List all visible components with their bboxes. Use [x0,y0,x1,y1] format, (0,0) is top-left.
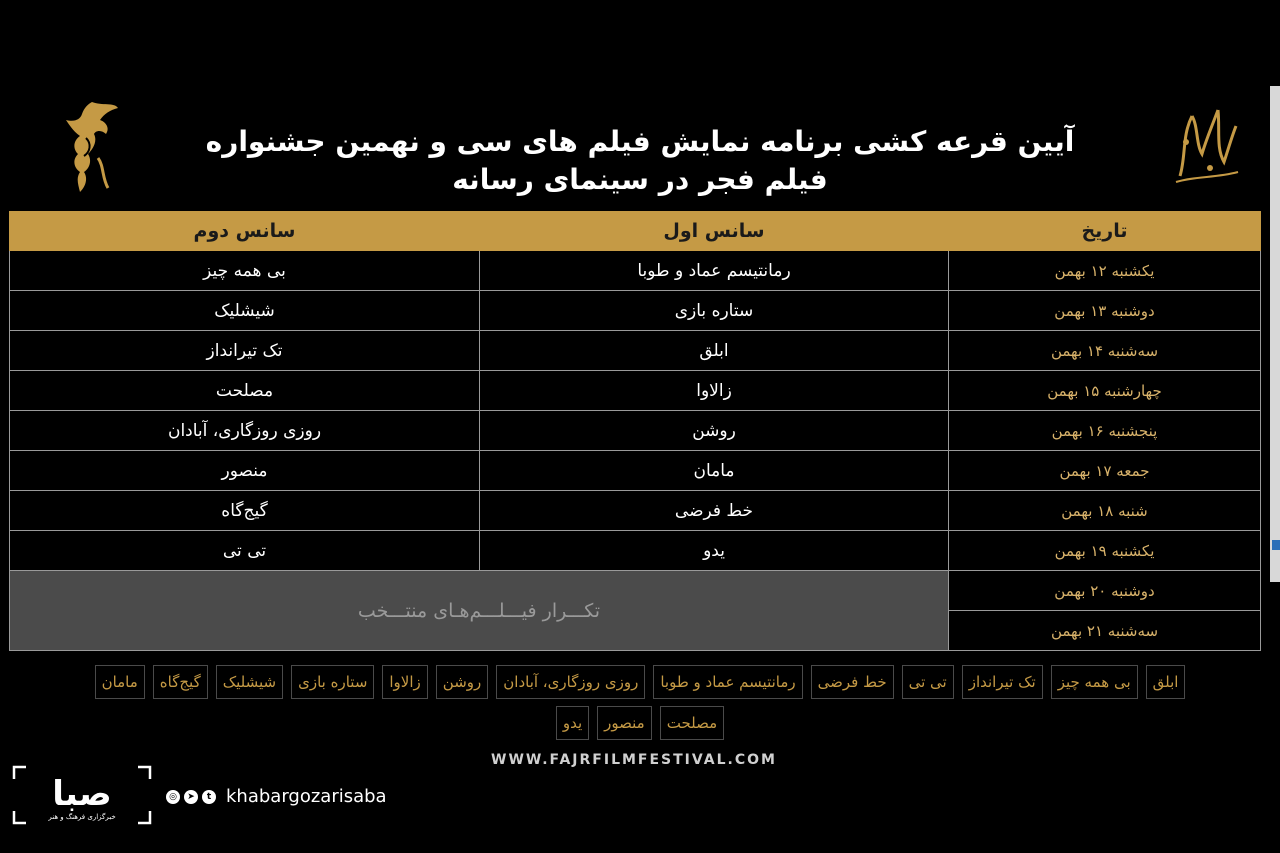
first-session-cell: ابلق [480,331,949,371]
date-cell: دوشنبه ۲۰ بهمن [949,571,1261,611]
fajr-simorgh-icon [62,98,120,198]
first-session-cell: رمانتیسم عماد و طوبا [480,251,949,291]
film-tag: مصلحت [660,706,724,740]
social-handle-text[interactable]: khabargozarisaba [226,786,387,807]
table-row [10,491,1261,531]
first-session-cell: مامان [480,451,949,491]
film-tag: تی تی [902,665,954,699]
second-session-cell: تی تی [10,531,480,571]
table-row [10,291,1261,331]
film-tag: زالاوا [382,665,427,699]
first-session-cell: زالاوا [480,371,949,411]
header-second-session: سانس دوم [10,212,480,251]
film-tag: رمانتیسم عماد و طوبا [653,665,802,699]
second-session-cell: روزی روزگاری، آبادان [10,411,480,451]
date-cell: چهارشنبه ۱۵ بهمن [949,371,1261,411]
saba-logo-subtitle: خبرگزاری فرهنگ و هنر [48,813,116,821]
telegram-icon[interactable]: ➤ [184,790,198,804]
film-tag: مامان [95,665,145,699]
table-row [10,331,1261,371]
film-tags-row-2 [60,706,1220,740]
table-row [10,371,1261,411]
second-session-cell: شیشلیک [10,291,480,331]
header-date: تاریخ [949,212,1261,251]
film-tag: ابلق [1146,665,1186,699]
date-cell: یکشنبه ۱۲ بهمن [949,251,1261,291]
saba-logo-icon [12,765,152,825]
film-tag: ستاره بازی [291,665,374,699]
window-edge-strip [1270,86,1280,582]
second-session-cell: تک تیرانداز [10,331,480,371]
film-tag: یدو [556,706,589,740]
date-cell: شنبه ۱۸ بهمن [949,491,1261,531]
second-session-cell: بی همه چیز [10,251,480,291]
table-row [10,251,1261,291]
first-session-cell: خط فرضی [480,491,949,531]
first-session-cell: ستاره بازی [480,291,949,331]
second-session-cell: مصلحت [10,371,480,411]
fajr-calligraphy-logo-icon [1172,96,1242,186]
date-cell: یکشنبه ۱۹ بهمن [949,531,1261,571]
date-cell: پنجشنبه ۱۶ بهمن [949,411,1261,451]
table-row [10,451,1261,491]
website-url[interactable]: WWW.FAJRFILMFESTIVAL.COM [491,752,777,768]
film-tags-row-1 [60,665,1220,699]
film-tag: خط فرضی [811,665,894,699]
date-cell: سه‌شنبه ۱۴ بهمن [949,331,1261,371]
date-cell: جمعه ۱۷ بهمن [949,451,1261,491]
repeat-selected-films-cell: تکـــرار فیـــلـــم‌هـای منتـــخب [10,571,949,651]
second-session-cell: منصور [10,451,480,491]
film-tag: روزی روزگاری، آبادان [496,665,645,699]
instagram-icon[interactable]: ◎ [166,790,180,804]
twitter-icon[interactable]: t [202,790,216,804]
second-session-cell: گیج‌گاه [10,491,480,531]
film-tag: تک تیرانداز [962,665,1043,699]
film-tag: گیج‌گاه [153,665,208,699]
window-edge-accent [1272,540,1280,550]
date-cell: سه‌شنبه ۲۱ بهمن [949,611,1261,651]
table-row [10,411,1261,451]
film-tag: منصور [597,706,652,740]
film-tag: بی همه چیز [1051,665,1138,699]
table-row [10,571,1261,611]
table-header-row [10,212,1261,251]
film-tag: روشن [436,665,488,699]
schedule-table [9,211,1261,651]
film-tag: شیشلیک [216,665,283,699]
first-session-cell: روشن [480,411,949,451]
saba-logo-text: صبا [52,774,112,814]
date-cell: دوشنبه ۱۳ بهمن [949,291,1261,331]
table-row [10,531,1261,571]
page-title: آیین قرعه کشی برنامه نمایش فیلم های سی و نهمین جشنواره [205,125,1075,158]
social-handles [166,786,387,807]
header-first-session: سانس اول [480,212,949,251]
page-subtitle: فیلم فجر در سینمای رسانه [452,163,828,196]
first-session-cell: یدو [480,531,949,571]
